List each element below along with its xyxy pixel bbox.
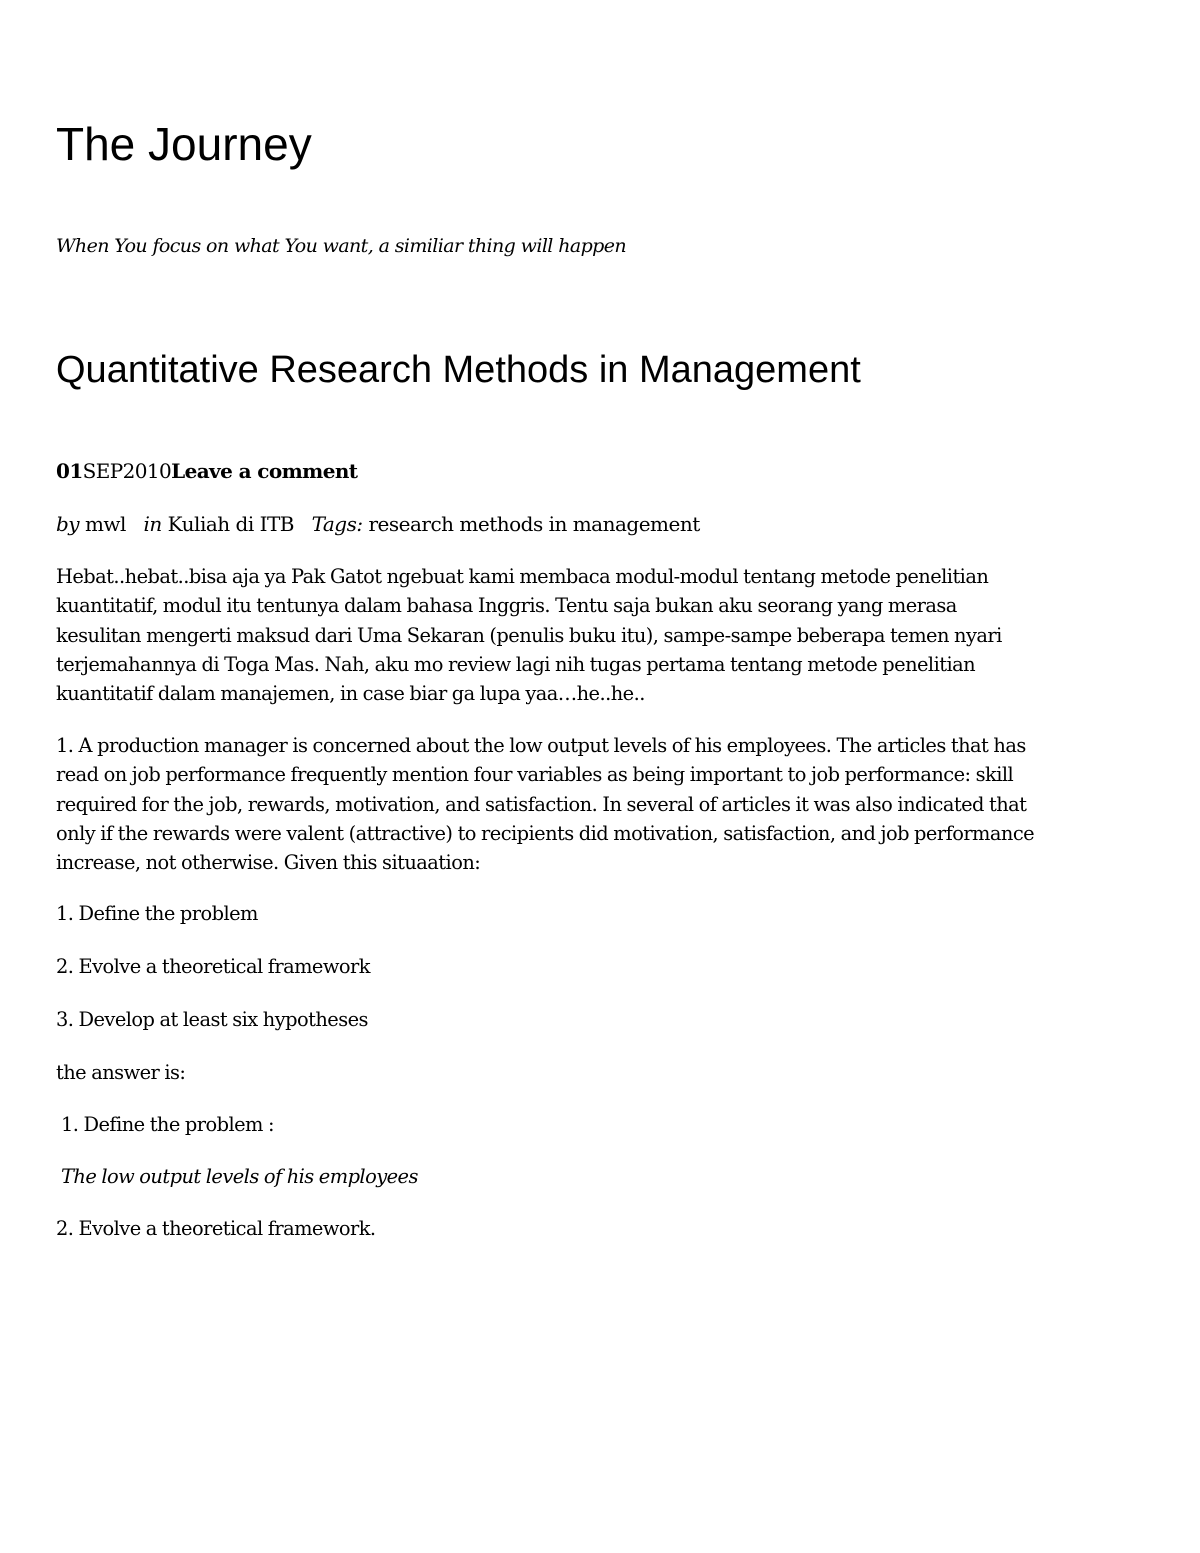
answer-text-line: The low output levels of his employees — [61, 1165, 418, 1188]
site-title[interactable]: The Journey — [56, 118, 312, 170]
in-label: in — [143, 512, 162, 536]
post-date-day: 01 — [56, 459, 83, 483]
tags-label: Tags: — [311, 512, 363, 536]
task-line: 3. Develop at least six hypotheses — [56, 1008, 368, 1031]
by-label: by — [56, 512, 80, 536]
site-tagline: When You focus on what You want, a similiar thing will happen — [56, 235, 626, 257]
paragraph-line: Hebat..hebat..bisa aja ya Pak Gatot ngebuat kami membaca modul-modul tentang metode penelitian — [56, 565, 989, 588]
tag-link[interactable]: research methods in management — [368, 512, 700, 536]
paragraph-line: terjemahannya di Toga Mas. Nah, aku mo review lagi nih tugas pertama tentang metode penelitian — [56, 652, 976, 676]
answer-heading-line: 2. Evolve a theoretical framework. — [56, 1217, 376, 1240]
answer-heading-line: 1. Define the problem : — [61, 1113, 274, 1136]
question-paragraph — [56, 731, 1034, 877]
post-date-and-comment — [56, 456, 357, 486]
task-define-problem — [56, 899, 258, 928]
answer-intro — [56, 1058, 185, 1087]
answer-1-text — [61, 1162, 418, 1191]
answer-1-heading — [61, 1110, 274, 1139]
paragraph-line: kesulitan mengerti maksud dari Uma Sekaran (penulis buku itu), sampe-sampe beberapa temen nyari — [56, 623, 1002, 647]
task-hypotheses — [56, 1005, 368, 1034]
paragraph-line: increase, not otherwise. Given this situaation: — [56, 851, 481, 875]
paragraph-line: required for the job, rewards, motivation, and satisfaction. In several of articles it was also indicated that — [56, 792, 1027, 816]
paragraph-line: kuantitatif dalam manajemen, in case biar ga lupa yaa…he..he.. — [56, 682, 645, 706]
task-line: 2. Evolve a theoretical framework — [56, 955, 370, 978]
answer-2-heading — [56, 1214, 376, 1243]
paragraph-line: read on job performance frequently mention four variables as being important to job performance: skill — [56, 763, 1014, 787]
leave-comment-link[interactable]: Leave a comment — [171, 459, 358, 483]
paragraph-line: kuantitatif, modul itu tentunya dalam bahasa Inggris. Tentu saja bukan aku seorang yang merasa — [56, 594, 957, 618]
paragraph-line: only if the rewards were valent (attractive) to recipients did motivation, satisfaction, and job performance — [56, 821, 1035, 845]
post-byline — [56, 509, 700, 539]
paragraph-line: 1. A production manager is concerned about the low output levels of his employees. The articles that has — [56, 734, 1026, 757]
category-link[interactable]: Kuliah di ITB — [167, 512, 295, 536]
task-theoretical-framework — [56, 952, 370, 981]
post-title[interactable]: Quantitative Research Methods in Management — [56, 349, 861, 391]
answer-intro-line: the answer is: — [56, 1061, 186, 1084]
post-date-month-year: SEP2010 — [82, 459, 172, 483]
author-link[interactable]: mwl — [84, 512, 126, 536]
intro-paragraph — [56, 562, 1002, 708]
task-line: 1. Define the problem — [56, 902, 258, 925]
